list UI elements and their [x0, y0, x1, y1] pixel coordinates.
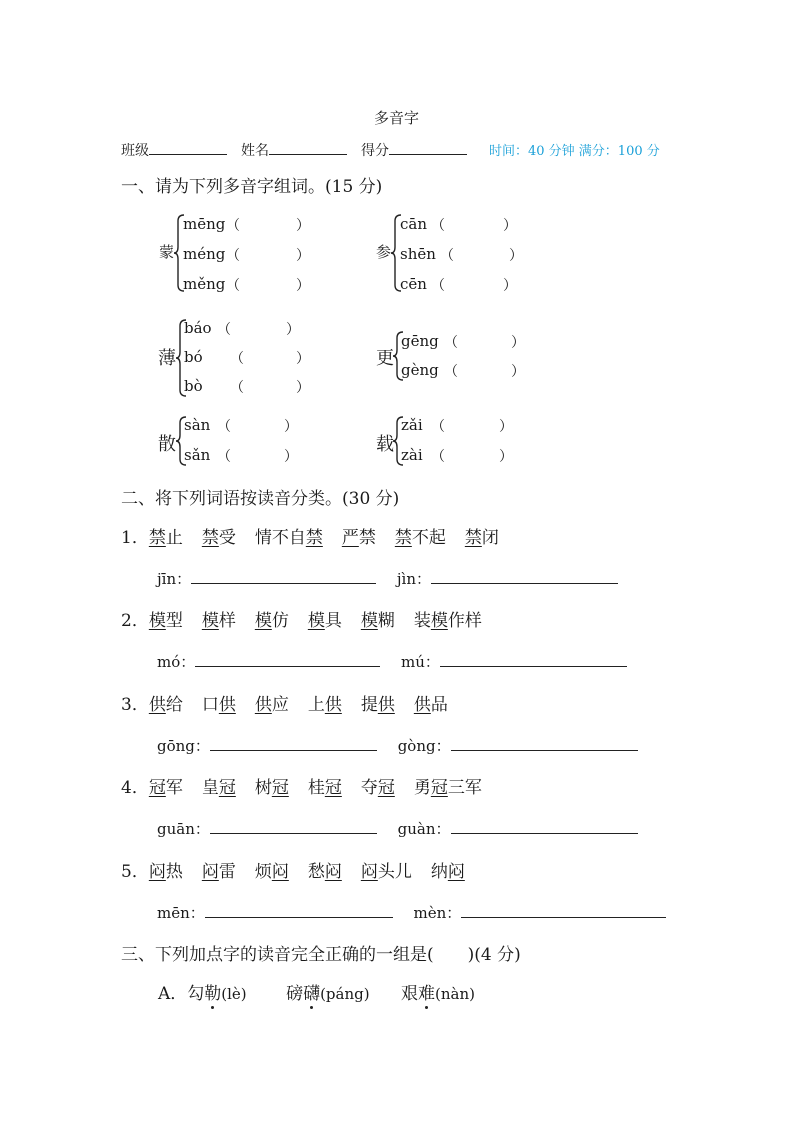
vocab-word	[361, 695, 395, 715]
answer-paren-open[interactable]: （	[226, 278, 240, 294]
answer-paren-open[interactable]: （	[444, 335, 458, 351]
answer-paren-close: ）	[511, 335, 525, 351]
option-word: 勾勒(lè)	[187, 984, 247, 1004]
group-char-san: 散	[158, 434, 176, 455]
answer-blank[interactable]	[210, 817, 377, 834]
question-item-1	[121, 523, 499, 548]
vocab-word	[414, 611, 482, 631]
group-char-bao: 薄	[158, 348, 176, 369]
target-char: 模	[430, 611, 448, 631]
target-char: 冠	[324, 778, 342, 798]
word-part: 军	[165, 778, 183, 798]
target-char: 供	[413, 695, 431, 715]
answer-paren-close: ）	[499, 419, 513, 435]
reading-row: méng	[183, 245, 226, 263]
answer-paren-open[interactable]: （	[217, 419, 231, 435]
vocab-word	[255, 695, 289, 715]
reading-row: gèng	[401, 361, 439, 379]
answer-blank[interactable]	[210, 734, 377, 751]
option-word: 磅礴(páng)	[286, 984, 370, 1004]
target-char: 冠	[430, 778, 448, 798]
target-char: 闷	[148, 862, 166, 882]
section1-heading: 一、请为下列多音字组词。(15 分)	[121, 177, 383, 197]
target-char: 闷	[201, 862, 219, 882]
vocab-word	[202, 695, 236, 715]
answer-label-right: guàn：	[397, 820, 451, 838]
target-char: 模	[307, 611, 325, 631]
vocab-word	[149, 695, 183, 715]
vocab-word	[202, 528, 236, 548]
answer-label-left: jīn：	[157, 570, 192, 588]
vocab-word	[465, 528, 499, 548]
target-char: 供	[148, 695, 166, 715]
answer-blank[interactable]	[440, 650, 627, 667]
answer-paren-close: ）	[296, 278, 310, 294]
vocab-word	[202, 862, 236, 882]
target-char: 模	[254, 611, 272, 631]
vocab-word	[149, 862, 183, 882]
word-part: 皇	[201, 778, 219, 798]
target-char: 供	[377, 695, 395, 715]
target-char: 闷	[324, 862, 342, 882]
answer-paren-open[interactable]: （	[230, 351, 244, 367]
answer-paren-open[interactable]: （	[217, 449, 231, 465]
word-part: 型	[165, 611, 183, 631]
word-part: 提	[360, 695, 378, 715]
word-part: 三军	[447, 778, 482, 798]
answer-blank[interactable]	[461, 901, 666, 918]
answer-paren-close: ）	[509, 248, 523, 264]
word-part: 上	[307, 695, 325, 715]
vocab-word	[361, 862, 412, 882]
word-part: 烦	[254, 862, 272, 882]
reading-row: gēng	[401, 332, 439, 350]
word-part: 口	[201, 695, 219, 715]
question-item-2	[121, 606, 482, 631]
answer-blank[interactable]	[195, 650, 380, 667]
target-char: 模	[201, 611, 219, 631]
word-part: 树	[254, 778, 272, 798]
vocab-word	[361, 778, 395, 798]
exam-meta: 时间：40 分钟 满分：100 分	[489, 144, 660, 159]
reading-row: zǎi	[401, 416, 423, 434]
section3-heading: 三、下列加点字的读音完全正确的一组是( )(4 分)	[121, 945, 521, 965]
vocab-word	[395, 528, 446, 548]
target-char: 冠	[377, 778, 395, 798]
vocab-word	[431, 862, 465, 882]
target-char: 禁	[464, 528, 482, 548]
name-label: 姓名	[241, 143, 269, 159]
item-number: 3．	[121, 695, 149, 715]
target-char: 供	[324, 695, 342, 715]
answer-paren-open[interactable]: （	[226, 218, 240, 234]
target-char: 严	[341, 528, 359, 548]
vocab-word	[202, 778, 236, 798]
target-char: 闷	[360, 862, 378, 882]
vocab-word	[149, 528, 183, 548]
word-part: 雷	[218, 862, 236, 882]
vocab-word	[308, 862, 342, 882]
word-part: 纳	[430, 862, 448, 882]
answer-row-3	[157, 734, 638, 756]
word-part: 头儿	[377, 862, 412, 882]
question-item-5	[121, 857, 465, 882]
answer-paren-close: ）	[296, 218, 310, 234]
word-part: 禁	[358, 528, 376, 548]
group-char-zai: 载	[376, 434, 394, 455]
answer-paren-close: ）	[296, 351, 310, 367]
vocab-word	[149, 611, 183, 631]
vocab-word	[308, 695, 342, 715]
item-number: 1．	[121, 528, 149, 548]
answer-paren-open[interactable]: （	[217, 322, 231, 338]
word-part: 热	[165, 862, 183, 882]
target-char: 闷	[447, 862, 465, 882]
target-char: 模	[360, 611, 378, 631]
answer-paren-open[interactable]: （	[431, 218, 445, 234]
reading-row: báo	[184, 319, 212, 337]
answer-label-right: mèn：	[413, 904, 462, 922]
answer-paren-open[interactable]: （	[230, 380, 244, 396]
item-number: 2．	[121, 611, 149, 631]
class-field	[121, 140, 227, 160]
answer-row-5	[157, 901, 666, 923]
answer-blank[interactable]	[431, 567, 618, 584]
vocab-word	[255, 611, 289, 631]
vocab-word	[414, 778, 482, 798]
target-char: 冠	[148, 778, 166, 798]
answer-paren-close: ）	[296, 248, 310, 264]
word-part: 桂	[307, 778, 325, 798]
target-char: 禁	[305, 528, 323, 548]
name-field	[241, 140, 347, 160]
answer-blank[interactable]	[191, 567, 376, 584]
reading-row: zài	[401, 446, 423, 464]
vocab-word	[308, 778, 342, 798]
reading-row: bó	[184, 348, 203, 366]
word-part: 受	[218, 528, 236, 548]
reading-row: cēn	[400, 275, 427, 293]
reading-row: mēng	[183, 215, 226, 233]
option-word: 艰难(nàn)	[401, 984, 475, 1004]
section2-heading: 二、将下列词语按读音分类。(30 分)	[121, 489, 400, 509]
vocab-word	[361, 611, 395, 631]
target-char: 冠	[271, 778, 289, 798]
target-char: 禁	[148, 528, 166, 548]
word-part: 给	[165, 695, 183, 715]
answer-paren-close: ）	[503, 278, 517, 294]
word-part: 装	[413, 611, 431, 631]
word-part: 情不自	[254, 528, 306, 548]
answer-paren-open[interactable]: （	[431, 278, 445, 294]
name-blank[interactable]	[269, 140, 347, 155]
answer-paren-close: ）	[296, 380, 310, 396]
class-label: 班级	[121, 143, 149, 159]
answer-paren-close: ）	[284, 449, 298, 465]
vocab-word	[202, 611, 236, 631]
item-number: 4．	[121, 778, 149, 798]
answer-blank[interactable]	[451, 734, 638, 751]
answer-label-right: mú：	[401, 653, 440, 671]
answer-row-1	[157, 567, 618, 589]
group-char-can: 参	[376, 243, 392, 261]
answer-paren-open[interactable]: （	[431, 449, 445, 465]
answer-blank[interactable]	[451, 817, 638, 834]
reading-row: cān	[400, 215, 428, 233]
answer-paren-close: ）	[499, 449, 513, 465]
word-part: 不起	[411, 528, 446, 548]
answer-paren-open[interactable]: （	[440, 248, 454, 264]
answer-label-right: gòng：	[397, 737, 451, 755]
vocab-word	[414, 695, 448, 715]
score-label: 得分	[361, 143, 389, 159]
answer-paren-close: ）	[511, 364, 525, 380]
reading-row: sàn	[184, 416, 211, 434]
word-part: 闭	[481, 528, 499, 548]
vocab-word	[255, 862, 289, 882]
word-part: 应	[271, 695, 289, 715]
word-part: 愁	[307, 862, 325, 882]
vocab-word	[149, 778, 183, 798]
answer-label-left: guān：	[157, 820, 210, 838]
answer-label-right: jìn：	[396, 570, 431, 588]
answer-paren-open[interactable]: （	[431, 419, 445, 435]
vocab-word	[308, 611, 342, 631]
option-label: A．	[158, 984, 188, 1004]
question-item-3	[121, 690, 448, 715]
word-part: 糊	[377, 611, 395, 631]
vocab-word	[255, 528, 323, 548]
word-part: 具	[324, 611, 342, 631]
answer-paren-close: ）	[284, 419, 298, 435]
item-number: 5．	[121, 862, 149, 882]
answer-paren-close: ）	[286, 322, 300, 338]
page-title: 多音字	[373, 109, 419, 127]
reading-row: shēn	[400, 245, 436, 263]
question-item-4	[121, 773, 482, 798]
vocab-word	[255, 778, 289, 798]
group-char-meng: 蒙	[159, 243, 175, 261]
word-part: 作样	[447, 611, 482, 631]
target-char: 闷	[271, 862, 289, 882]
score-blank[interactable]	[389, 140, 467, 155]
word-part: 夺	[360, 778, 378, 798]
answer-label-left: mēn：	[157, 904, 205, 922]
answer-label-left: gōng：	[157, 737, 210, 755]
target-char: 禁	[201, 528, 219, 548]
reading-row: měng	[183, 275, 226, 293]
vocab-word	[342, 528, 376, 548]
reading-row: sǎn	[184, 446, 211, 464]
word-part: 仿	[271, 611, 289, 631]
target-char: 冠	[218, 778, 236, 798]
word-part: 止	[165, 528, 183, 548]
answer-blank[interactable]	[205, 901, 393, 918]
option-a[interactable]	[158, 979, 475, 1004]
word-part: 品	[430, 695, 448, 715]
target-char: 供	[254, 695, 272, 715]
answer-paren-close: ）	[503, 218, 517, 234]
answer-paren-open[interactable]: （	[444, 364, 458, 380]
answer-row-4	[157, 817, 638, 839]
answer-paren-open[interactable]: （	[226, 248, 240, 264]
target-char: 模	[148, 611, 166, 631]
score-field	[361, 140, 467, 160]
answer-label-left: mó：	[157, 653, 196, 671]
reading-row: bò	[184, 377, 203, 395]
class-blank[interactable]	[149, 140, 227, 155]
target-char: 禁	[394, 528, 412, 548]
group-char-geng: 更	[376, 348, 394, 369]
answer-row-2	[157, 650, 627, 672]
word-part: 勇	[413, 778, 431, 798]
word-part: 样	[218, 611, 236, 631]
target-char: 供	[218, 695, 236, 715]
